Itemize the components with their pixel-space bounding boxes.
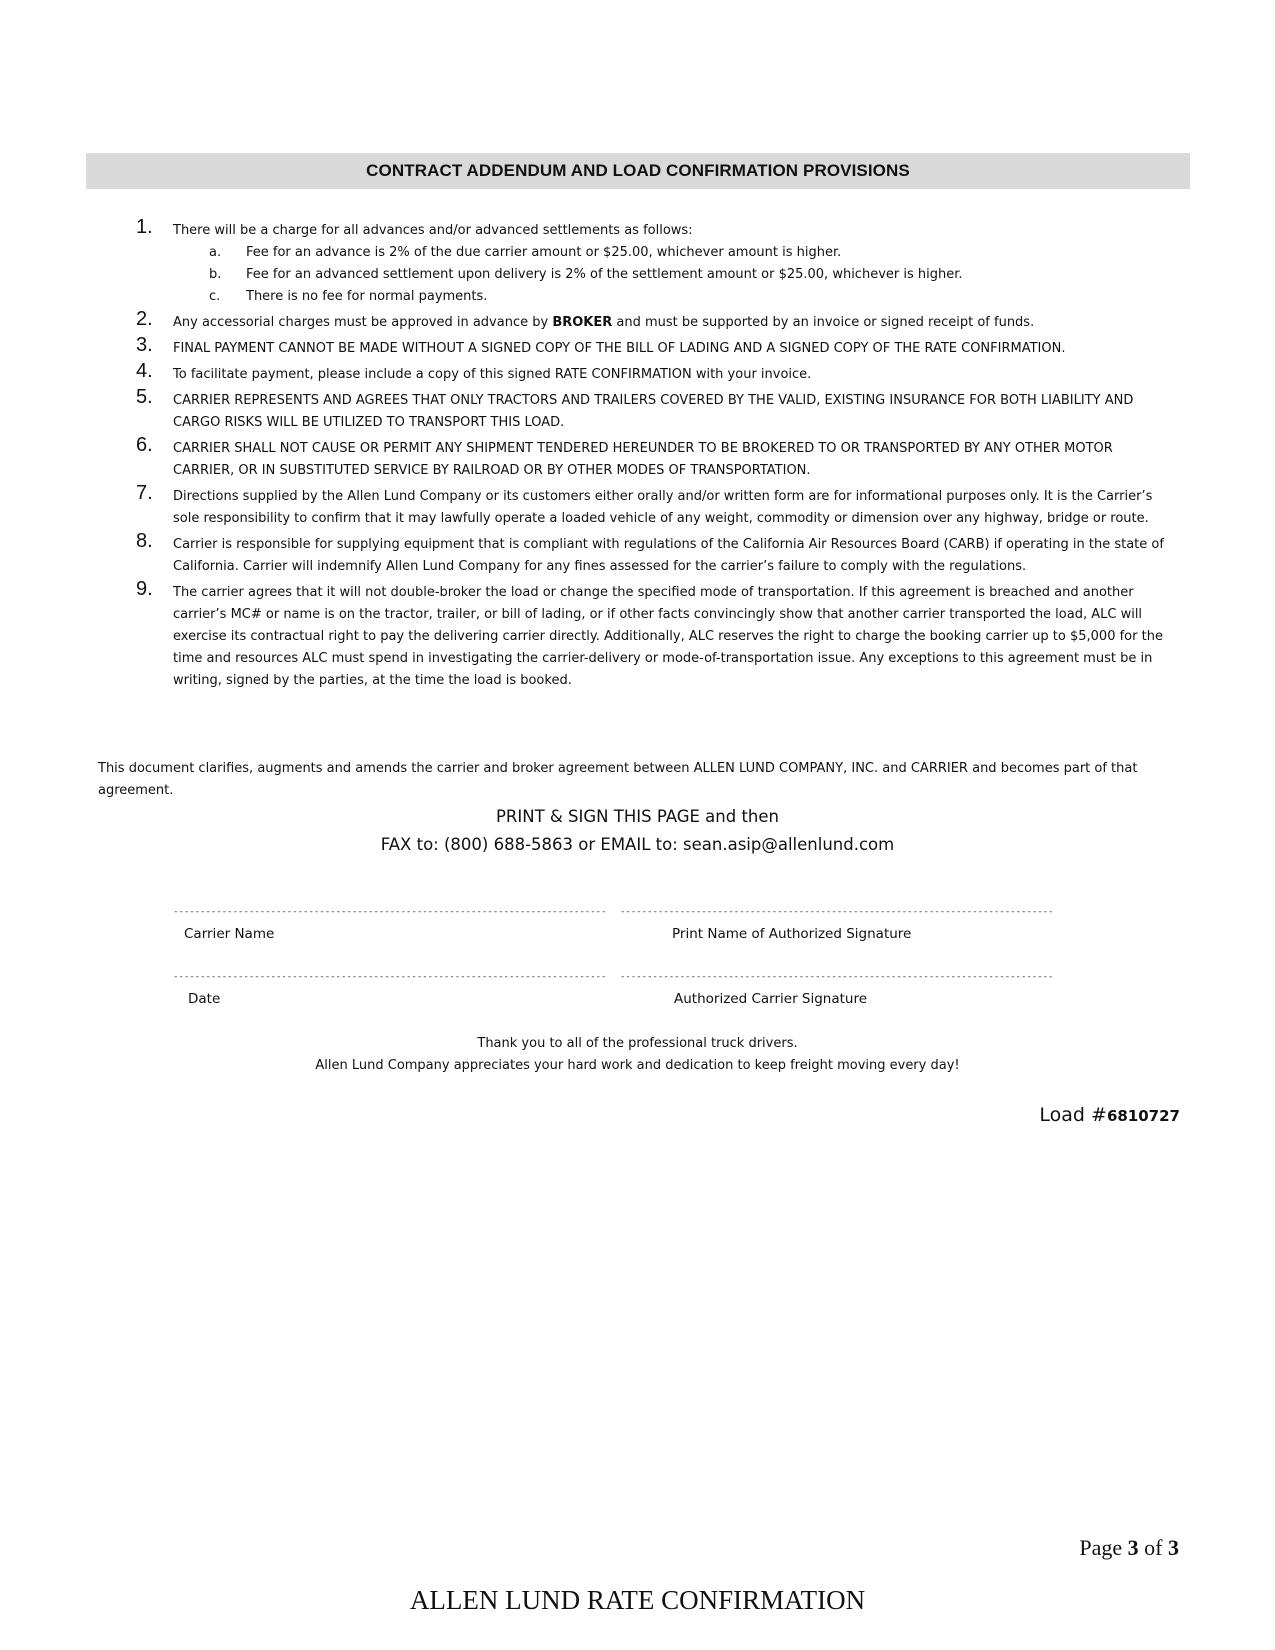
provision-item bbox=[0, 386, 1173, 434]
thank-you-note bbox=[0, 1033, 1275, 1077]
section-title: CONTRACT ADDENDUM AND LOAD CONFIRMATION PROVISIONS bbox=[366, 161, 910, 180]
carrier-name-line[interactable]: -------------------------------------------------------------------------------- bbox=[173, 907, 607, 917]
sub-item bbox=[171, 286, 1171, 308]
footer-title: ALLEN LUND RATE CONFIRMATION bbox=[409, 1585, 866, 1615]
provision-item bbox=[0, 434, 1173, 482]
print-name-line[interactable]: -------------------------------------------------------------------------------- bbox=[620, 907, 1054, 917]
provision-item bbox=[0, 578, 1173, 692]
sub-letter: c. bbox=[209, 289, 221, 304]
section-header bbox=[86, 153, 1190, 189]
provision-item bbox=[0, 530, 1173, 578]
provision-text: To facilitate payment, please include a copy of this signed RATE CONFIRMATION with your invoice. bbox=[173, 367, 812, 382]
date-line[interactable]: -------------------------------------------------------------------------------- bbox=[173, 972, 607, 982]
provision-number: 1. bbox=[136, 216, 153, 238]
provision-text: There will be a charge for all advances and/or advanced settlements as follows: bbox=[173, 223, 693, 238]
provisions-list bbox=[0, 216, 1275, 696]
thank-you-line: Thank you to all of the professional truck drivers. bbox=[477, 1036, 798, 1051]
provision-item bbox=[0, 482, 1173, 530]
load-number bbox=[1039, 1104, 1180, 1126]
page-current: 3 bbox=[1127, 1535, 1139, 1560]
provision-text: Directions supplied by the Allen Lund Company or its customers either orally and/or written form are for informational purposes only. It is the Carrier’s sole responsibility to confirm that it may lawfully operate a loaded vehicle of any weight, commodity or dimension over any highway, bridge or route. bbox=[173, 489, 1153, 526]
provision-text: Carrier is responsible for supplying equipment that is compliant with regulations of the California Air Resources Board (CARB) if operating in the state of California. Carrier will indemnify Allen Lund Company for any fines assessed for the carrier’s failure to comply with the regulations. bbox=[173, 537, 1164, 574]
provision-text-part: Any accessorial charges must be approved in advance by bbox=[173, 315, 553, 330]
appreciation-line: Allen Lund Company appreciates your hard work and dedication to keep freight moving every day! bbox=[315, 1058, 960, 1073]
provision-number: 2. bbox=[136, 308, 153, 330]
provision-number: 8. bbox=[136, 530, 153, 552]
load-label: Load # bbox=[1039, 1104, 1107, 1126]
provision-item bbox=[0, 360, 1173, 386]
sub-item bbox=[171, 242, 1171, 264]
carrier-name-label: Carrier Name bbox=[184, 926, 275, 942]
provision-text: CARRIER SHALL NOT CAUSE OR PERMIT ANY SHIPMENT TENDERED HEREUNDER TO BE BROKERED TO OR TRANSPORTED BY ANY OTHER MOTOR CARRIER, OR IN SUBSTITUTED SERVICE BY RAILROAD OR BY OTHER MODES OF TRANSPORTATION. bbox=[173, 441, 1113, 478]
broker-bold-text: BROKER bbox=[552, 315, 613, 330]
sub-letter: b. bbox=[209, 267, 222, 282]
sub-item bbox=[171, 264, 1171, 286]
fax-email-line: FAX to: (800) 688-5863 or EMAIL to: sean.asip@allenlund.com bbox=[380, 835, 895, 854]
provision-item bbox=[0, 216, 1173, 308]
load-number-value: 6810727 bbox=[1106, 1107, 1180, 1125]
provision-text: FINAL PAYMENT CANNOT BE MADE WITHOUT A SIGNED COPY OF THE BILL OF LADING AND A SIGNED COPY OF THE RATE CONFIRMATION. bbox=[173, 341, 1066, 356]
provision-text: CARRIER REPRESENTS AND AGREES THAT ONLY TRACTORS AND TRAILERS COVERED BY THE VALID, EXISTING INSURANCE FOR BOTH LIABILITY AND CARGO RISKS WILL BE UTILIZED TO TRANSPORT THIS LOAD. bbox=[173, 393, 1134, 430]
sub-text: Fee for an advanced settlement upon delivery is 2% of the settlement amount or $25.00, whichever is higher. bbox=[246, 267, 963, 282]
provision-number: 6. bbox=[136, 434, 153, 456]
provision-item bbox=[0, 308, 1173, 334]
sub-letter: a. bbox=[209, 245, 222, 260]
page-total: 3 bbox=[1168, 1535, 1179, 1560]
page-indicator bbox=[1079, 1535, 1179, 1561]
provision-number: 7. bbox=[136, 482, 153, 504]
provision-item bbox=[0, 334, 1173, 360]
provision-text bbox=[173, 312, 1173, 334]
page-prefix: Page bbox=[1079, 1535, 1128, 1560]
provision-sub-list bbox=[173, 242, 1173, 308]
page-of: of bbox=[1138, 1535, 1168, 1560]
sub-text: There is no fee for normal payments. bbox=[246, 289, 488, 304]
print-name-label: Print Name of Authorized Signature bbox=[672, 926, 912, 942]
provision-text-part: and must be supported by an invoice or signed receipt of funds. bbox=[612, 315, 1035, 330]
provision-number: 5. bbox=[136, 386, 153, 408]
print-sign-instructions bbox=[0, 803, 1275, 859]
authorized-signature-label: Authorized Carrier Signature bbox=[674, 991, 868, 1007]
print-sign-line: PRINT & SIGN THIS PAGE and then bbox=[495, 807, 779, 826]
date-label: Date bbox=[188, 991, 221, 1007]
provision-number: 9. bbox=[136, 578, 153, 600]
sub-text: Fee for an advance is 2% of the due carrier amount or $25.00, whichever amount is higher. bbox=[246, 245, 842, 260]
provision-number: 4. bbox=[136, 360, 153, 382]
clarification-paragraph: This document clarifies, augments and amends the carrier and broker agreement between ALLEN LUND COMPANY, INC. and CARRIER and becomes part of that agreement. bbox=[98, 761, 1138, 798]
provision-number: 3. bbox=[136, 334, 153, 356]
provision-text: The carrier agrees that it will not double-broker the load or change the specified mode of transportation. If this agreement is breached and another carrier’s MC# or name is on the tractor, trailer, or bill of lading, or if other facts convincingly show that another carrier transported the load, ALC will exercise its contractual right to pay the delivering carrier directly. Additionally, ALC reserves the right to charge the booking carrier up to $5,000 for the time and resources ALC must spend in investigating the carrier-delivery or mode-of-transportation issue. Any exceptions to this agreement must be in writing, signed by the parties, at the time the load is booked. bbox=[173, 585, 1163, 688]
authorized-signature-line[interactable]: -------------------------------------------------------------------------------- bbox=[620, 972, 1054, 982]
